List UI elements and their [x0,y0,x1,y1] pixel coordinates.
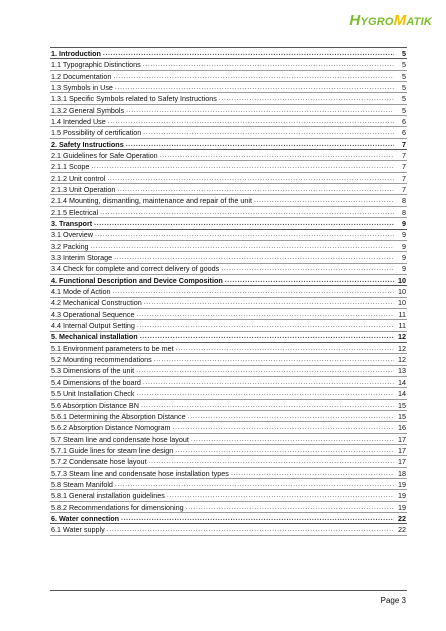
toc-entry-page: 5 [402,60,406,70]
toc-entry-row[interactable] [50,502,407,513]
toc-entry-title: 1. Introduction [51,48,101,58]
toc-entry-page: 11 [398,321,406,331]
toc-entry-title: 5.6.1 Determining the Absorption Distance [51,411,186,421]
toc-dot-leader [137,321,394,330]
toc-dot-leader [143,378,394,387]
toc-entry-page: 10 [398,275,406,285]
toc-chapter-row[interactable] [50,275,407,286]
toc-dot-leader [143,60,394,69]
logo-text-ygro: YGRO [360,16,394,28]
toc-entry-page: 14 [398,389,406,399]
toc-entry-row[interactable] [50,184,407,195]
toc-entry-title: 2.1.3 Unit Operation [51,184,116,194]
toc-dot-leader [114,253,394,262]
toc-entry-page: 5 [402,71,406,81]
toc-dot-leader [136,366,394,375]
toc-entry-title: 4.4 Internal Output Setting [51,321,135,331]
toc-entry-row[interactable] [50,286,407,297]
toc-entry-page: 7 [402,162,406,172]
toc-dot-leader [117,185,394,194]
toc-entry-row[interactable] [50,264,407,275]
toc-entry-page: 8 [402,207,406,217]
toc-entry-title: 4.1 Mode of Action [51,287,111,297]
toc-entry-row[interactable] [50,93,407,104]
toc-entry-row[interactable] [50,411,407,422]
toc-dot-leader [191,435,394,444]
toc-dot-leader [141,401,394,410]
toc-entry-title: 3. Transport [51,219,93,228]
toc-entry-title: 5.4 Dimensions of the board [51,377,141,387]
toc-dot-leader [94,219,394,228]
logo-letter-m: M [393,12,407,29]
toc-entry-page: 19 [398,479,406,489]
toc-entry-page: 17 [398,434,406,444]
toc-entry-page: 9 [402,219,406,228]
toc-entry-row[interactable] [50,71,407,82]
toc-entry-title: 2.1 Guidelines for Safe Operation [51,150,158,160]
toc-entry-title: 5.7.3 Steam line and condensate hose installation types [51,468,229,478]
toc-entry-row[interactable] [50,150,407,161]
toc-entry-page: 17 [398,445,406,455]
toc-entry-title: 2.1.4 Mounting, dismantling, maintenance and repair of the unit [51,196,252,206]
toc-entry-row[interactable] [50,230,407,241]
toc-entry-row[interactable] [50,524,407,535]
toc-entry-title: 4.3 Operational Sequence [51,309,135,319]
toc-entry-title: 2.1.1 Scope [51,162,90,172]
toc-dot-leader [144,298,394,307]
toc-dot-leader [172,423,394,432]
toc-entry-page: 10 [398,298,406,308]
toc-entry-title: 3.3 Interim Storage [51,253,113,263]
toc-entry-title: 1.3.2 General Symbols [51,105,125,115]
toc-entry-title: 5.7 Steam line and condensate hose layout [51,434,189,444]
toc-entry-row[interactable] [50,309,407,320]
toc-entry-page: 12 [398,343,406,353]
toc-dot-leader [95,230,394,239]
toc-dot-leader [137,310,394,319]
toc-entry-title: 3.1 Overview [51,230,93,240]
toc-entry-page: 19 [398,502,406,512]
toc-entry-row[interactable] [50,116,407,127]
toc-entry-row[interactable] [50,161,407,172]
toc-entry-page: 9 [402,264,406,274]
toc-entry-title: 5.8 Steam Manifold [51,479,113,489]
toc-entry-title: 2. Safety Instructions [51,139,124,149]
toc-dot-leader [167,491,394,500]
toc-entry-row[interactable] [50,468,407,479]
toc-entry-page: 5 [402,48,406,58]
toc-entry-page: 15 [398,400,406,410]
footer-divider [50,590,407,591]
toc-entry-row[interactable] [50,207,407,218]
toc-entry-title: 1.3.1 Specific Symbols related to Safety Instructions [51,94,217,104]
toc-entry-title: 4. Functional Description and Device Composition [51,275,223,285]
toc-entry-page: 19 [398,491,406,501]
toc-dot-leader [219,94,394,103]
toc-dot-leader [154,355,394,364]
toc-dot-leader [140,332,394,341]
toc-entry-page: 18 [398,468,406,478]
toc-dot-leader [231,469,394,478]
toc-entry-title: 5.1 Environment parameters to be met [51,343,174,353]
toc-entry-title: 5.6.2 Absorption Distance Nomogram [51,423,171,433]
toc-entry-page: 6 [402,128,406,138]
toc-entry-title: 2.1.5 Electrical [51,207,99,217]
toc-entry-title: 5.8.2 Recommendations for dimensioning [51,502,184,512]
toc-dot-leader [113,287,394,296]
toc-chapter-row[interactable] [50,139,407,150]
toc-entry-row[interactable] [50,59,407,70]
toc-entry-row[interactable] [50,445,407,456]
toc-entry-title: 5.5 Unit Installation Check [51,389,135,399]
toc-entry-row[interactable] [50,105,407,116]
logo-letter-h: H [349,12,361,29]
toc-entry-title: 3.2 Packing [51,241,89,251]
toc-entry-page: 7 [402,139,406,149]
table-of-contents [50,47,407,536]
toc-dot-leader [121,514,394,523]
toc-dot-leader [100,208,394,217]
toc-entry-page: 9 [402,241,406,251]
toc-dot-leader [103,49,394,58]
toc-entry-row[interactable] [50,479,407,490]
toc-entry-title: 1.5 Possibility of certification [51,128,142,138]
toc-chapter-row[interactable] [50,218,407,229]
toc-dot-leader [113,72,394,81]
toc-entry-page: 7 [402,184,406,194]
toc-entry-page: 5 [402,82,406,92]
toc-dot-leader [143,128,394,137]
toc-entry-row[interactable] [50,388,407,399]
toc-entry-title: 5.8.1 General installation guidelines [51,491,165,501]
toc-entry-row[interactable] [50,173,407,184]
toc-entry-title: 5. Mechanical installation [51,332,138,342]
toc-entry-title: 5.3 Dimensions of the unit [51,366,135,376]
toc-entry-page: 14 [398,377,406,387]
toc-dot-leader [108,117,394,126]
toc-entry-page: 10 [398,287,406,297]
toc-dot-leader [225,276,394,285]
toc-chapter-row[interactable] [50,332,407,343]
toc-entry-title: 5.7.2 Condensate hose layout [51,457,147,467]
toc-entry-row[interactable] [50,252,407,263]
toc-entry-row[interactable] [50,456,407,467]
toc-entry-page: 15 [398,411,406,421]
toc-entry-row[interactable] [50,241,407,252]
toc-dot-leader [149,457,394,466]
toc-entry-page: 12 [398,355,406,365]
toc-entry-page: 7 [402,173,406,183]
toc-dot-leader [160,151,394,160]
toc-entry-row[interactable] [50,343,407,354]
toc-entry-row[interactable] [50,82,407,93]
toc-entry-page: 6 [402,116,406,126]
toc-dot-leader [91,162,394,171]
toc-entry-page: 12 [398,332,406,342]
toc-entry-row[interactable] [50,298,407,309]
toc-entry-title: 5.2 Mounting recommendations [51,355,152,365]
toc-dot-leader [126,106,394,115]
toc-dot-leader [188,412,394,421]
toc-entry-row[interactable] [50,434,407,445]
toc-dot-leader [107,525,394,534]
toc-chapter-row[interactable] [50,48,407,59]
toc-entry-row[interactable] [50,320,407,331]
toc-entry-title: 4.2 Mechanical Construction [51,298,142,308]
toc-entry-page: 16 [398,423,406,433]
toc-entry-title: 6.1 Water supply [51,525,105,535]
toc-entry-page: 13 [398,366,406,376]
toc-entry-page: 22 [398,513,406,523]
toc-entry-page: 22 [398,525,406,535]
toc-entry-title: 1.4 Intended Use [51,116,106,126]
toc-chapter-row[interactable] [50,513,407,524]
toc-entry-row[interactable] [50,400,407,411]
toc-dot-leader [91,242,394,251]
toc-entry-page: 11 [398,309,406,319]
toc-entry-title: 6. Water connection [51,513,120,523]
toc-entry-title: 5.7.1 Guide lines for steam line design [51,445,174,455]
toc-entry-title: 3.4 Check for complete and correct delivery of goods [51,264,220,274]
toc-entry-page: 9 [402,253,406,263]
toc-dot-leader [115,83,394,92]
toc-dot-leader [126,140,394,149]
toc-dot-leader [186,503,394,512]
logo-text-atik: ATIK [406,16,432,28]
toc-entry-page: 5 [402,94,406,104]
toc-entry-row[interactable] [50,377,407,388]
toc-entry-title: 2.1.2 Unit control [51,173,106,183]
toc-entry-title: 1.2 Documentation [51,71,112,81]
brand-logo [349,12,432,32]
toc-entry-page: 9 [402,230,406,240]
toc-entry-page: 17 [398,457,406,467]
toc-entry-page: 5 [402,105,406,115]
toc-entry-title: 1.3 Symbols in Use [51,82,113,92]
toc-entry-row[interactable] [50,354,407,365]
toc-dot-leader [175,446,394,455]
toc-entry-page: 8 [402,196,406,206]
toc-entry-row[interactable] [50,127,407,138]
toc-entry-row[interactable] [50,366,407,377]
toc-dot-leader [176,344,394,353]
toc-entry-row[interactable] [50,195,407,206]
page-number: Page 3 [380,596,406,605]
toc-entry-row[interactable] [50,490,407,501]
toc-dot-leader [107,174,394,183]
toc-dot-leader [137,389,395,398]
toc-entry-title: 1.1 Typographic Distinctions [51,60,141,70]
toc-entry-row[interactable] [50,422,407,433]
toc-dot-leader [254,196,394,205]
toc-dot-leader [115,480,394,489]
toc-entry-page: 7 [402,150,406,160]
toc-dot-leader [221,264,394,273]
toc-entry-title: 5.6 Absorption Distance BN [51,400,139,410]
